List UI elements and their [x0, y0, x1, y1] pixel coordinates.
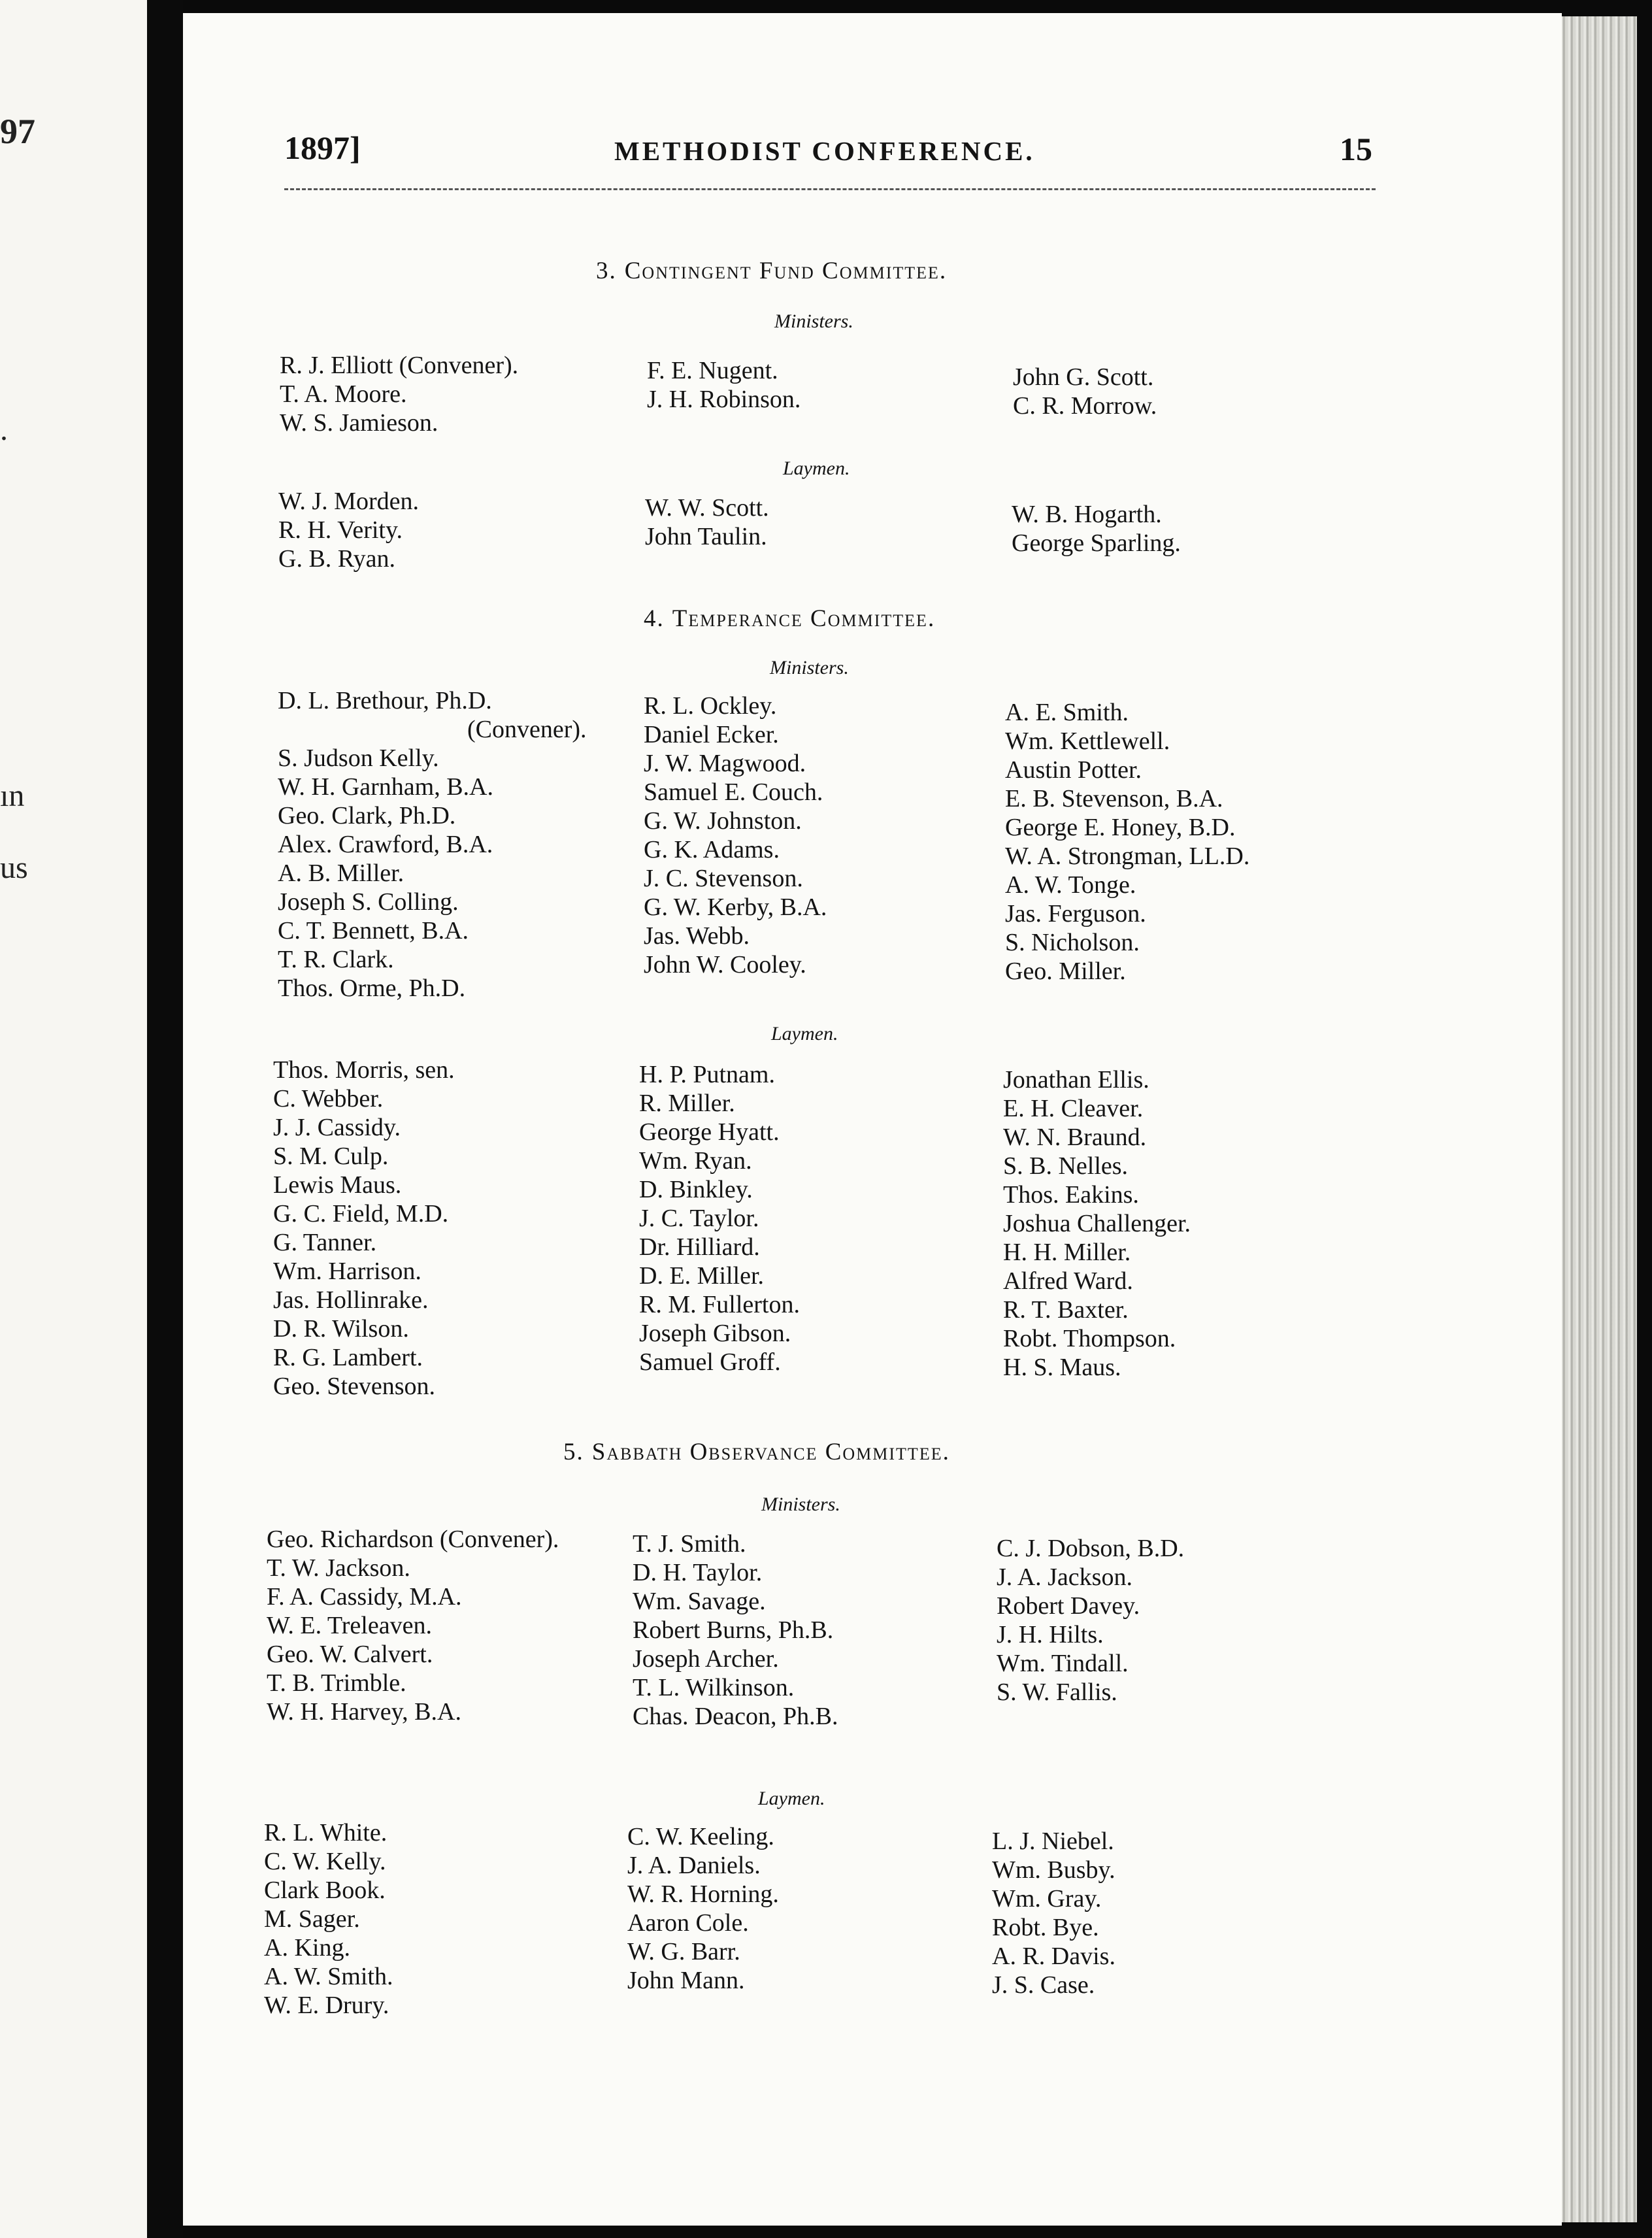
member-name: Robert Burns, Ph.B. [633, 1616, 834, 1644]
member-name: W. G. Barr. [627, 1938, 740, 1965]
member-name: R. G. Lambert. [273, 1344, 423, 1371]
member-name: W. J. Morden. [278, 488, 419, 515]
member-name: Geo. W. Calvert. [267, 1641, 433, 1668]
member-name: Wm. Harrison. [273, 1258, 421, 1285]
member-name: R. T. Baxter. [1003, 1296, 1129, 1324]
member-name: W. W. Scott. [645, 494, 769, 522]
section-title [563, 1438, 950, 1466]
name-column [267, 1525, 559, 1726]
header-title: METHODIST CONFERENCE. [614, 136, 1035, 166]
name-column [273, 1056, 455, 1401]
section-number: 3. [596, 258, 617, 284]
name-column [278, 686, 587, 1003]
member-name: W. E. Treleaven. [267, 1612, 432, 1639]
member-name: Wm. Savage. [633, 1588, 766, 1615]
name-column [997, 1534, 1184, 1707]
member-name: D. H. Taylor. [633, 1559, 763, 1586]
name-column [992, 1827, 1115, 1999]
member-name: J. C. Stevenson. [644, 865, 803, 892]
member-name: Thos. Eakins. [1003, 1181, 1139, 1209]
facing-page-fragment: ın [0, 778, 25, 813]
member-name: R. L. Ockley. [644, 692, 777, 720]
member-name: R. M. Fullerton. [639, 1291, 800, 1318]
member-name: Alfred Ward. [1003, 1267, 1133, 1295]
member-name: A. King. [264, 1934, 350, 1962]
facing-page-fragment: us [0, 850, 28, 885]
name-column [627, 1822, 779, 1995]
member-name: J. H. Robinson. [647, 386, 801, 413]
member-name: L. J. Niebel. [992, 1828, 1114, 1855]
member-name: Geo. Richardson (Convener). [267, 1526, 559, 1553]
name-column [633, 1529, 838, 1731]
member-name: Samuel E. Couch. [644, 778, 823, 806]
member-name: G. K. Adams. [644, 836, 780, 863]
member-name: John Mann. [627, 1967, 745, 1994]
member-name: Clark Book. [264, 1877, 386, 1904]
section-number: 5. [563, 1439, 584, 1465]
member-name: C. R. Morrow. [1013, 392, 1157, 420]
member-name: George Hyatt. [639, 1118, 780, 1146]
member-name: W. H. Harvey, B.A. [267, 1698, 461, 1726]
member-name: S. M. Culp. [273, 1143, 389, 1170]
member-name: (Convener). [467, 716, 587, 743]
member-name: Wm. Tindall. [997, 1650, 1129, 1677]
member-name: Geo. Clark, Ph.D. [278, 802, 456, 829]
member-name: Lewis Maus. [273, 1171, 402, 1199]
member-name: Joseph Archer. [633, 1645, 779, 1673]
member-name: G. B. Ryan. [278, 545, 395, 573]
facing-page-fragment: 97 [0, 112, 35, 151]
member-name: J. A. Jackson. [997, 1563, 1132, 1591]
member-name: A. E. Smith. [1005, 699, 1129, 726]
section-name: Sabbath Observance Committee. [591, 1439, 950, 1465]
page-number: 15 [1340, 131, 1372, 167]
member-name: C. T. Bennett, B.A. [278, 917, 469, 944]
member-name: Jonathan Ellis. [1003, 1066, 1149, 1094]
member-name: A. B. Miller. [278, 860, 405, 887]
member-name: H. S. Maus. [1003, 1354, 1121, 1381]
member-name: W. H. Garnham, B.A. [278, 773, 493, 801]
name-column [1012, 500, 1181, 558]
member-name: Jas. Webb. [644, 922, 750, 950]
group-label: Ministers. [770, 657, 849, 678]
name-column [645, 493, 769, 551]
member-name: W. R. Horning. [627, 1880, 779, 1908]
member-name: Robert Davey. [997, 1592, 1140, 1620]
running-header [183, 121, 1562, 173]
section-title [644, 605, 935, 633]
member-name: G. W. Johnston. [644, 807, 802, 835]
member-name: Thos. Orme, Ph.D. [278, 975, 466, 1002]
member-name: T. J. Smith. [633, 1530, 746, 1558]
member-name: Robt. Thompson. [1003, 1325, 1176, 1352]
header-year: 1897] [284, 129, 361, 166]
name-column [264, 1818, 393, 2020]
member-name: R. L. White. [264, 1819, 388, 1846]
member-name: M. Sager. [264, 1905, 360, 1933]
member-name: Thos. Morris, sen. [273, 1056, 455, 1084]
member-name: C. Webber. [273, 1085, 384, 1112]
member-name: J. H. Hilts. [997, 1621, 1104, 1648]
name-column [1013, 363, 1157, 420]
member-name: Wm. Busby. [992, 1856, 1115, 1884]
member-name: A. W. Smith. [264, 1963, 393, 1990]
book-page [183, 13, 1562, 2226]
member-name: Joseph S. Colling. [278, 888, 459, 916]
member-name: George E. Honey, B.D. [1005, 814, 1236, 841]
member-name: J. A. Daniels. [627, 1852, 761, 1879]
member-name: Alex. Crawford, B.A. [278, 831, 493, 858]
member-name: D. R. Wilson. [273, 1315, 409, 1343]
member-name: Wm. Gray. [992, 1885, 1102, 1912]
member-name: F. A. Cassidy, M.A. [267, 1583, 462, 1611]
book-gutter [147, 0, 183, 2238]
member-name: D. L. Brethour, Ph.D. [278, 687, 492, 714]
member-name: Robt. Bye. [992, 1914, 1099, 1941]
member-name: H. H. Miller. [1003, 1239, 1131, 1266]
member-name: G. C. Field, M.D. [273, 1200, 449, 1228]
section-name: Temperance Committee. [672, 605, 936, 632]
member-name: J. C. Taylor. [639, 1205, 759, 1232]
member-name: Chas. Deacon, Ph.B. [633, 1703, 838, 1730]
member-name: R. J. Elliott (Convener). [280, 352, 519, 379]
member-name: T. A. Moore. [280, 380, 407, 408]
member-name: Wm. Kettlewell. [1005, 727, 1170, 755]
member-name: Dr. Hilliard. [639, 1233, 760, 1261]
name-column [1003, 1065, 1191, 1382]
group-label: Ministers. [774, 310, 853, 332]
member-name: Austin Potter. [1005, 756, 1142, 784]
member-name: John Taulin. [645, 523, 767, 550]
member-name: George Sparling. [1012, 529, 1181, 557]
group-label: Laymen. [783, 458, 850, 479]
member-name: A. W. Tonge. [1005, 871, 1136, 899]
member-name: C. W. Keeling. [627, 1823, 774, 1850]
member-name: F. E. Nugent. [647, 357, 778, 384]
member-name: T. L. Wilkinson. [633, 1674, 795, 1701]
name-column [278, 487, 419, 573]
member-name: W. N. Braund. [1003, 1124, 1147, 1151]
section-name: Contingent Fund Committee. [624, 258, 948, 284]
group-label: Laymen. [771, 1023, 838, 1044]
member-name: Jas. Ferguson. [1005, 900, 1146, 927]
member-name: W. E. Drury. [264, 1992, 389, 2019]
member-name: Aaron Cole. [627, 1909, 749, 1937]
member-name: Jas. Hollinrake. [273, 1286, 429, 1314]
member-name: E. H. Cleaver. [1003, 1095, 1144, 1122]
name-column [644, 692, 827, 979]
member-name: D. Binkley. [639, 1176, 753, 1203]
member-name: A. R. Davis. [992, 1943, 1115, 1970]
member-name: S. Judson Kelly. [278, 744, 439, 772]
section-number: 4. [644, 605, 665, 632]
member-name: Joshua Challenger. [1003, 1210, 1191, 1237]
section-title [596, 257, 947, 285]
member-name: H. P. Putnam. [639, 1061, 775, 1088]
name-column [639, 1060, 800, 1377]
member-name: R. H. Verity. [278, 516, 403, 544]
member-name: Samuel Groff. [639, 1348, 781, 1376]
member-name: T. R. Clark. [278, 946, 394, 973]
member-name: J. W. Magwood. [644, 750, 806, 777]
member-name: Geo. Stevenson. [273, 1373, 436, 1400]
member-name: J. S. Case. [992, 1971, 1095, 1999]
page-edges [1559, 16, 1637, 2222]
name-column [1005, 698, 1249, 986]
member-name: G. W. Kerby, B.A. [644, 894, 827, 921]
member-name: S. Nicholson. [1005, 929, 1140, 956]
member-name: T. B. Trimble. [267, 1669, 406, 1697]
group-label: Laymen. [758, 1788, 825, 1809]
member-name: S. B. Nelles. [1003, 1152, 1129, 1180]
group-label: Ministers. [761, 1494, 840, 1515]
member-name: T. W. Jackson. [267, 1554, 410, 1582]
facing-page-fragment: . [0, 412, 8, 447]
member-name: John W. Cooley. [644, 951, 806, 978]
member-name: W. B. Hogarth. [1012, 501, 1162, 528]
member-name: E. B. Stevenson, B.A. [1005, 785, 1223, 812]
member-name: C. W. Kelly. [264, 1848, 386, 1875]
name-column [647, 356, 801, 414]
member-name: W. S. Jamieson. [280, 409, 438, 437]
member-name: Geo. Miller. [1005, 958, 1126, 985]
facing-page [0, 0, 147, 2238]
member-name: Wm. Ryan. [639, 1147, 752, 1175]
member-name: C. J. Dobson, B.D. [997, 1535, 1185, 1562]
header-rule [284, 188, 1376, 190]
member-name: G. Tanner. [273, 1229, 377, 1256]
member-name: J. J. Cassidy. [273, 1114, 401, 1141]
member-name: Joseph Gibson. [639, 1320, 791, 1347]
name-column [280, 351, 518, 437]
member-name: D. E. Miller. [639, 1262, 765, 1290]
member-name: Daniel Ecker. [644, 721, 779, 748]
member-name: R. Miller. [639, 1090, 735, 1117]
member-name: W. A. Strongman, LL.D. [1005, 843, 1250, 870]
member-name: S. W. Fallis. [997, 1678, 1117, 1706]
member-name: John G. Scott. [1013, 363, 1154, 391]
